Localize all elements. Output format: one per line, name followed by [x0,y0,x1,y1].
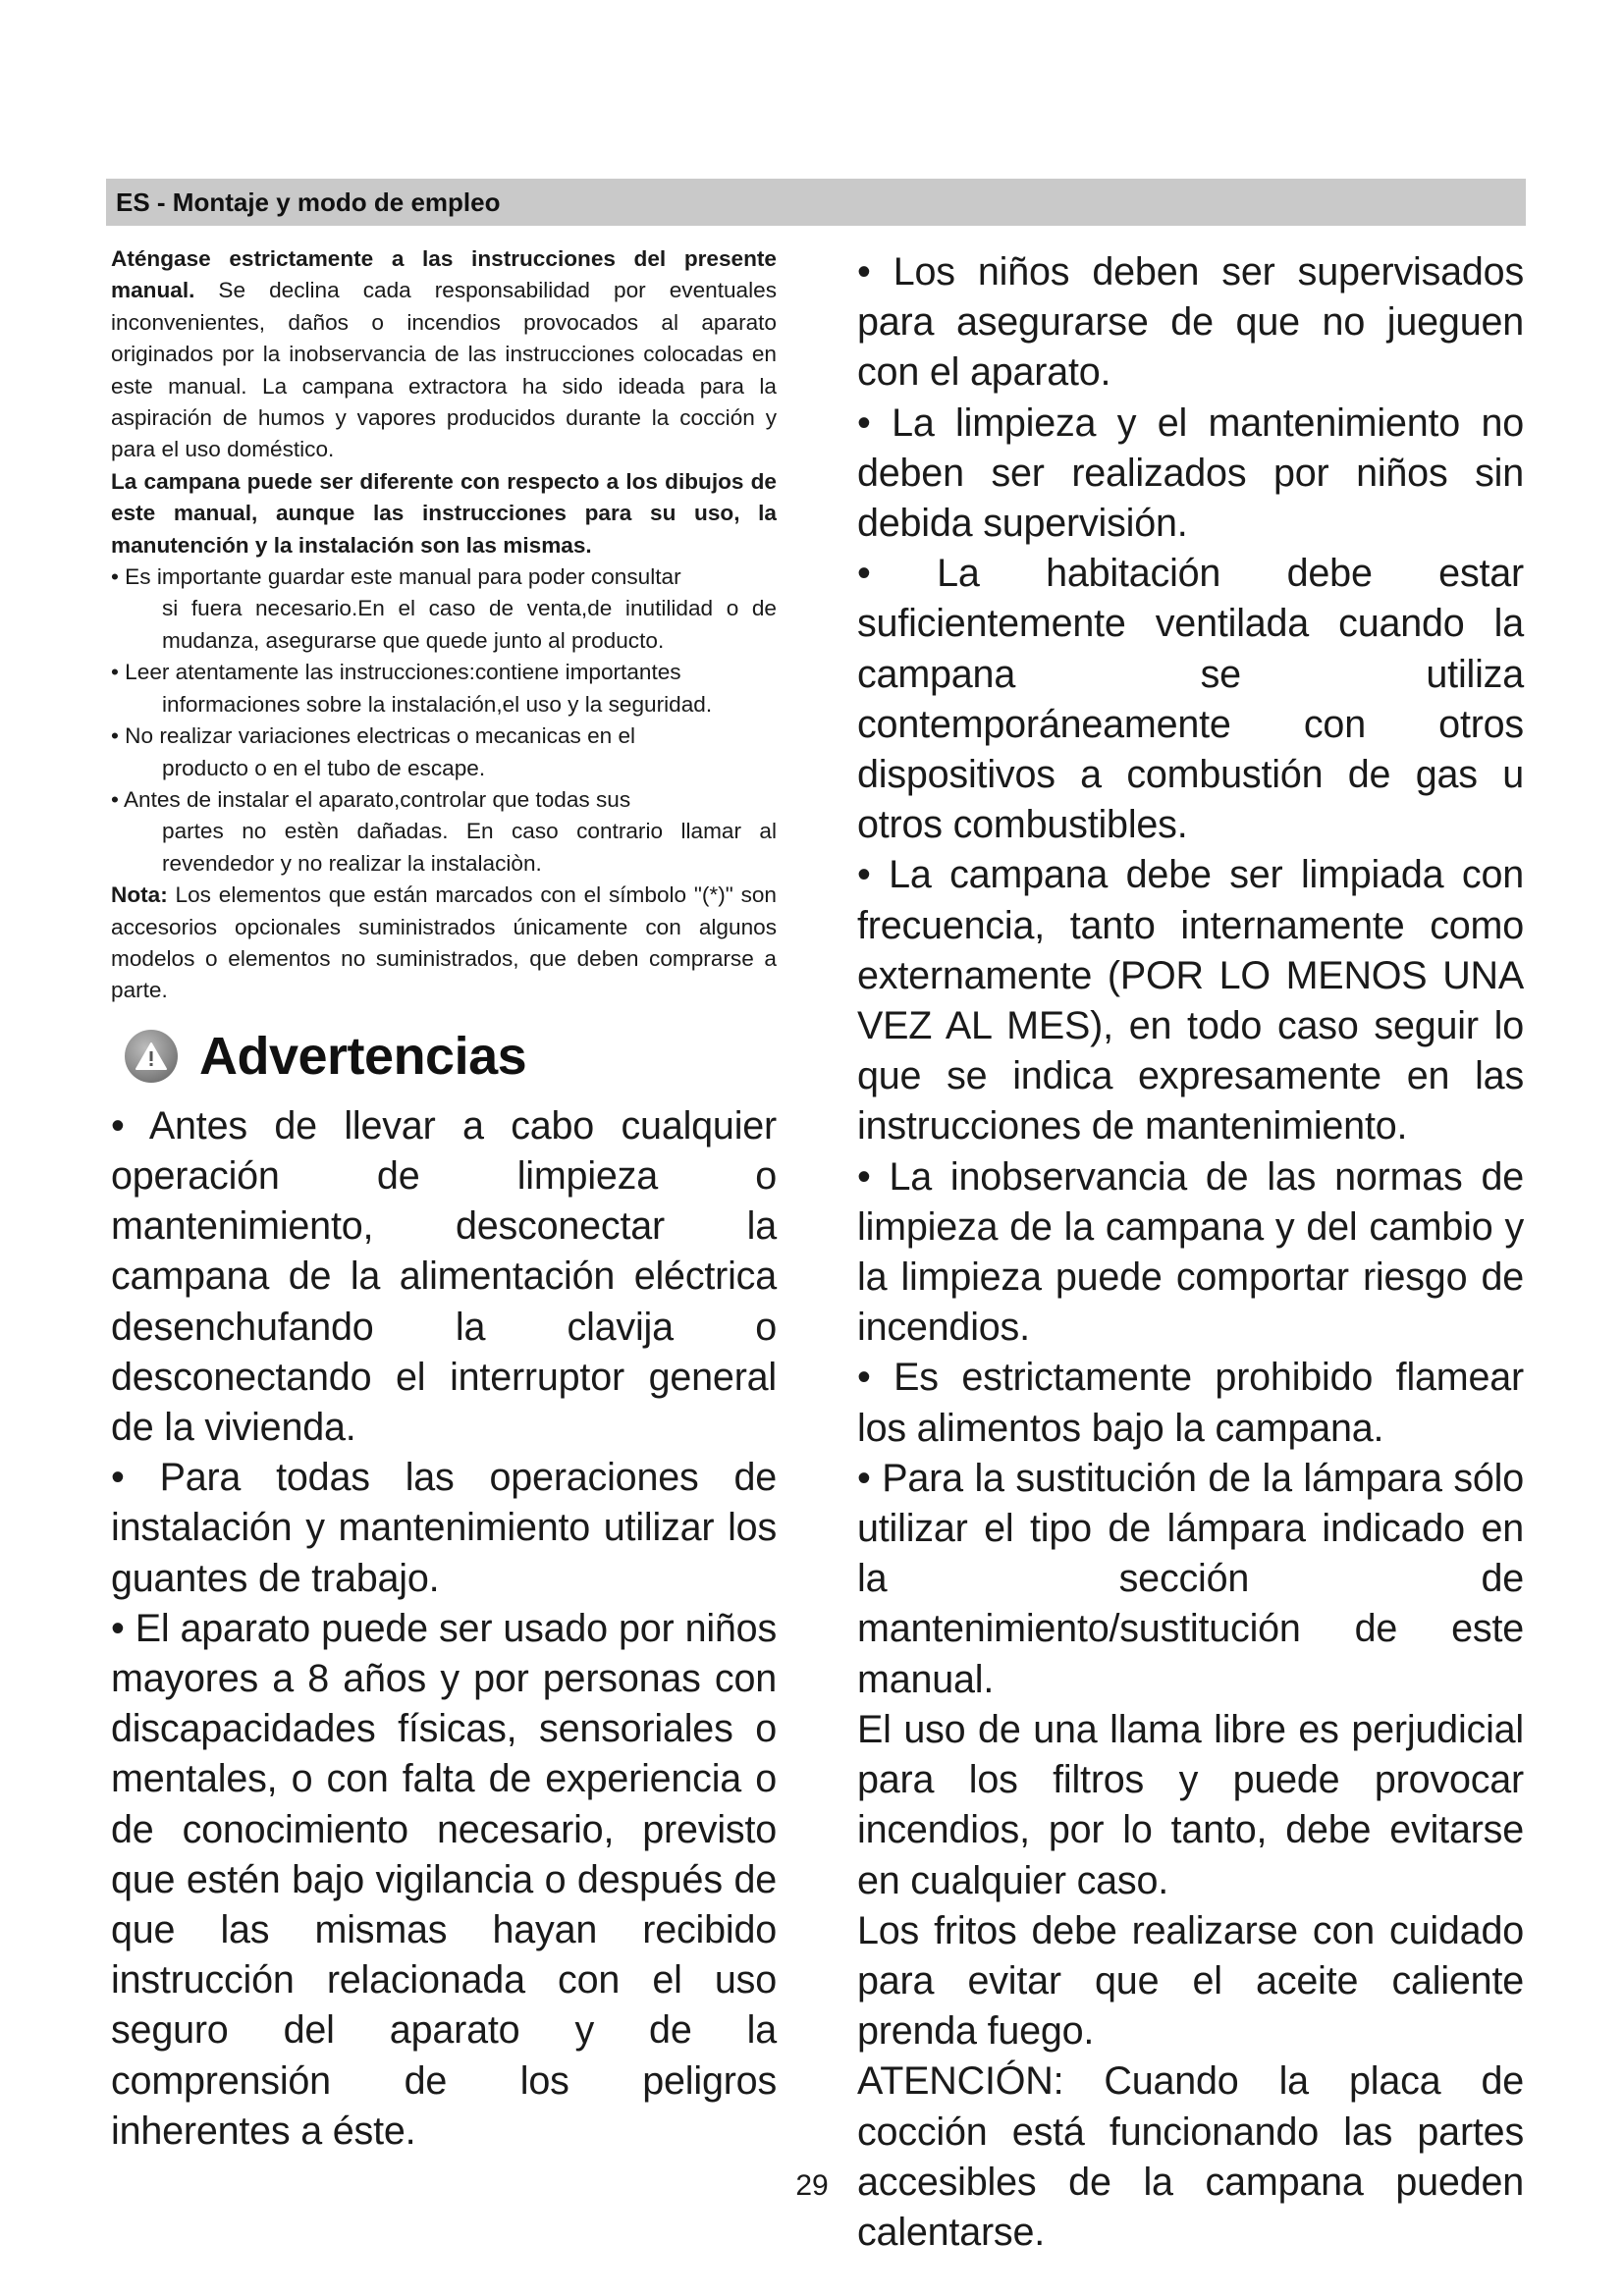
warnings-title: Advertencias [199,1026,527,1086]
bullet-item [111,561,777,657]
notice-bold-paragraph [111,466,777,561]
nota-text: Los elementos que están marcados con el símbolo "(*)" son accesorios opcionales suministrados únicamente con algunos modelos o elementos no suministrados, que deben comprarse a parte. [111,882,777,1003]
warning-item: • Es estrictamente prohibido flamear los alimentos bajo la campana. [857,1356,1524,1450]
page-number: 29 [795,2169,829,2202]
section-header [106,179,1526,226]
intro-text: Se declina cada responsabilidad por eventuales inconvenientes, daños o incendios provocados al aparato originados por la inobservancia de las instrucciones colocadas en este manual. La campana extractora ha sido ideada para la aspiración de humos y vapores producidos durante la cocción y para el uso doméstico. [111,278,777,462]
left-column [111,243,777,2157]
warning-item: • La limpieza y el mantenimiento no deben ser realizados por niños sin debida supervisión. [857,400,1524,546]
intro-paragraph [111,243,777,466]
bullet-first-line: • Leer atentamente las instrucciones:contiene importantes [111,660,681,685]
bullet-item [111,784,777,880]
notice-bold: La campana puede ser diferente con respecto a los dibujos de este manual, aunque las instrucciones para su uso, la manutención y la instalación son las mismas. [111,468,777,558]
warning-item: El uso de una llama libre es perjudicial para los filtros y puede provocar incendios, por lo tanto, debe evitarse en cualquier caso. [857,1707,1524,1902]
warning-triangle-icon [135,1041,168,1071]
intro-bold: Aténgase estrictamente a las instrucciones del presente manual. [111,246,777,303]
bullet-rest: producto o en el tubo de escape. [162,755,486,780]
nota-paragraph [111,880,777,1007]
bullet-rest: informaciones sobre la instalación,el uso y la seguridad. [162,691,713,717]
right-column [857,247,1524,2258]
bullet-first-line: • Es importante guardar este manual para poder consultar [111,564,681,590]
bullet-rest: si fuera necesario.En el caso de venta,de inutilidad o de mudanza, asegurarse que quede junto al producto. [162,596,777,653]
bullet-item [111,657,777,721]
warning-item: • El aparato puede ser usado por niños mayores a 8 años y por personas con discapacidades físicas, sensoriales o mentales, o con falta de experiencia o de conocimiento necesario, previsto que estén bajo vigilancia o después de que las mismas hayan recibido instrucción relacionada con el uso seguro del aparato y de la comprensión de los peligros inherentes a éste. [111,1606,777,2153]
warning-item: Los fritos debe realizarse con cuidado para evitar que el aceite caliente prenda fuego. [857,1908,1524,2054]
warning-item: • La inobservancia de las normas de limpieza de la campana y del cambio y la limpieza puede comportar riesgo de incendios. [857,1154,1524,1350]
bullet-item [111,721,777,784]
warning-item: • Para todas las operaciones de instalación y mantenimiento utilizar los guantes de trabajo. [111,1456,777,1600]
warning-item: • Antes de llevar a cabo cualquier operación de limpieza o mantenimiento, desconectar la campana de la alimentación eléctrica desenchufando la clavija o desconectando el interruptor general de la vivienda. [111,1103,777,1449]
warning-item: ATENCIÓN: Cuando la placa de cocción está funcionando las partes accesibles de la campana pueden calentarse. [857,2059,1524,2254]
section-header-title: ES - Montaje y modo de empleo [116,187,501,217]
bullet-rest: partes no estèn dañadas. En caso contrario llamar al revendedor y no realizar la instalaciòn. [162,819,777,876]
bullet-first-line: • Antes de instalar el aparato,controlar que todas sus [111,786,631,812]
warning-item: • La habitación debe estar suficientemente ventilada cuando la campana se utiliza contemporáneamente con otros dispositivos a combustión de gas u otros combustibles. [857,552,1524,847]
warning-item: • Los niños deben ser supervisados para asegurarse de que no jueguen con el aparato. [857,250,1524,395]
warning-icon [125,1030,178,1083]
warning-item: • La campana debe ser limpiada con frecuencia, tanto internamente como externamente (POR LO MENOS UNA VEZ AL MES), en todo caso seguir lo que se indica expresamente en las instrucciones de mantenimiento. [857,853,1524,1148]
bullet-first-line: • No realizar variaciones electricas o mecanicas en el [111,723,636,749]
warnings-heading [111,1019,777,1094]
nota-label: Nota: [111,882,168,908]
warning-item: • Para la sustitución de la lámpara sólo utilizar el tipo de lámpara indicado en la sección de mantenimiento/sustitución de este manual. [857,1456,1524,1701]
